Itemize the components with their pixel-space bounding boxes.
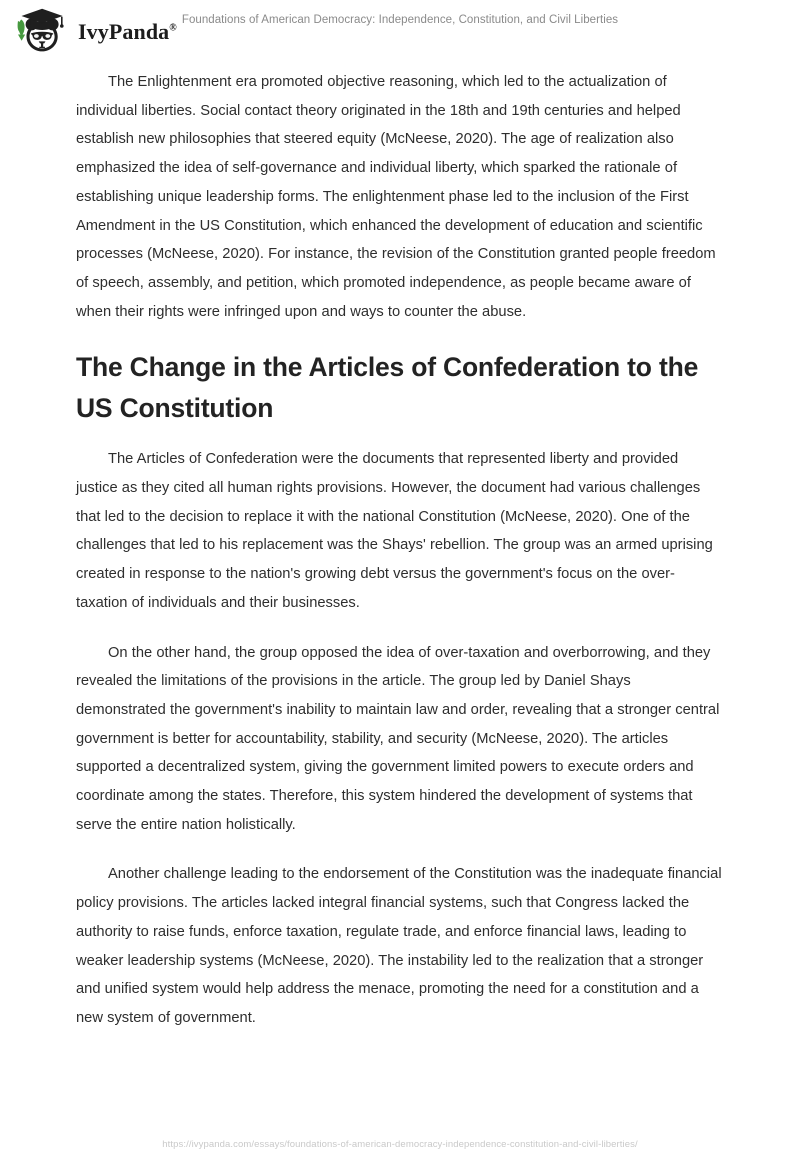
- document-title-header: Foundations of American Democracy: Independence, Constitution, and Civil Liberties: [181, 14, 619, 26]
- registered-trademark-icon: ®: [169, 22, 177, 34]
- paragraph-financial-policy: Another challenge leading to the endorsement of the Constitution was the inadequate financial policy provisions. The articles lacked integral financial systems, such that Congress lacked the authority to raise funds, enforce taxation, regulate trade, and enforce financial laws, leading to weaker leadership systems (McNeese, 2020). The instability led to the realization that a stronger and unified system would help address the menace, promoting the need for a constitution and a new system of government.: [76, 866, 722, 1026]
- paragraph-articles-of-confederation: The Articles of Confederation were the documents that represented liberty and provided justice as they cited all human rights provisions. However, the document had various challenges that led to the decision to replace it with the national Constitution (McNeese, 2020). One of the challenges that led to his replacement was the Shays' rebellion. The group was an armed uprising created in response to the nation's growing debt versus the government's focus on the over-taxation of individuals and their businesses.: [76, 451, 713, 611]
- page-footer: [0, 1114, 800, 1160]
- page-header: [0, 0, 800, 62]
- section-heading: The Change in the Articles of Confederation to the US Constitution: [76, 352, 699, 424]
- paragraph-enlightenment: The Enlightenment era promoted objective reasoning, which led to the actualization of individual liberties. Social contact theory originated in the 18th and 19th centuries and helped establish new philosophies that steered equity (McNeese, 2020). The age of realization also emphasized the idea of self-governance and individual liberty, which sparked the rationale of establishing unique leadership forms. The enlightenment phase led to the inclusion of the First Amendment in the US Constitution, which enhanced the development of education and scientific processes (McNeese, 2020). For instance, the revision of the Constitution granted people freedom of speech, assembly, and petition, which promoted independence, as people became aware of when their rights were infringed upon and ways to counter the abuse.: [76, 74, 716, 320]
- paragraph-shays-rebellion: On the other hand, the group opposed the idea of over-taxation and overborrowing, and they revealed the limitations of the provisions in the article. The group led by Daniel Shays demonstrated the government's inability to maintain law and order, revealing that a stronger central government is better for accountability, stability, and security (McNeese, 2020). The articles supported a decentralized system, giving the government limited powers to execute orders and coordinate among the states. Therefore, this system hindered the development of systems that serve the entire nation holistically.: [76, 644, 720, 833]
- source-url[interactable]: https://ivypanda.com/essays/foundations-of-american-democracy-independence-constitution-and-civil-liberties/: [162, 1139, 638, 1150]
- document-body: [76, 68, 722, 1053]
- brand-wordmark-text: IvyPanda: [78, 19, 170, 44]
